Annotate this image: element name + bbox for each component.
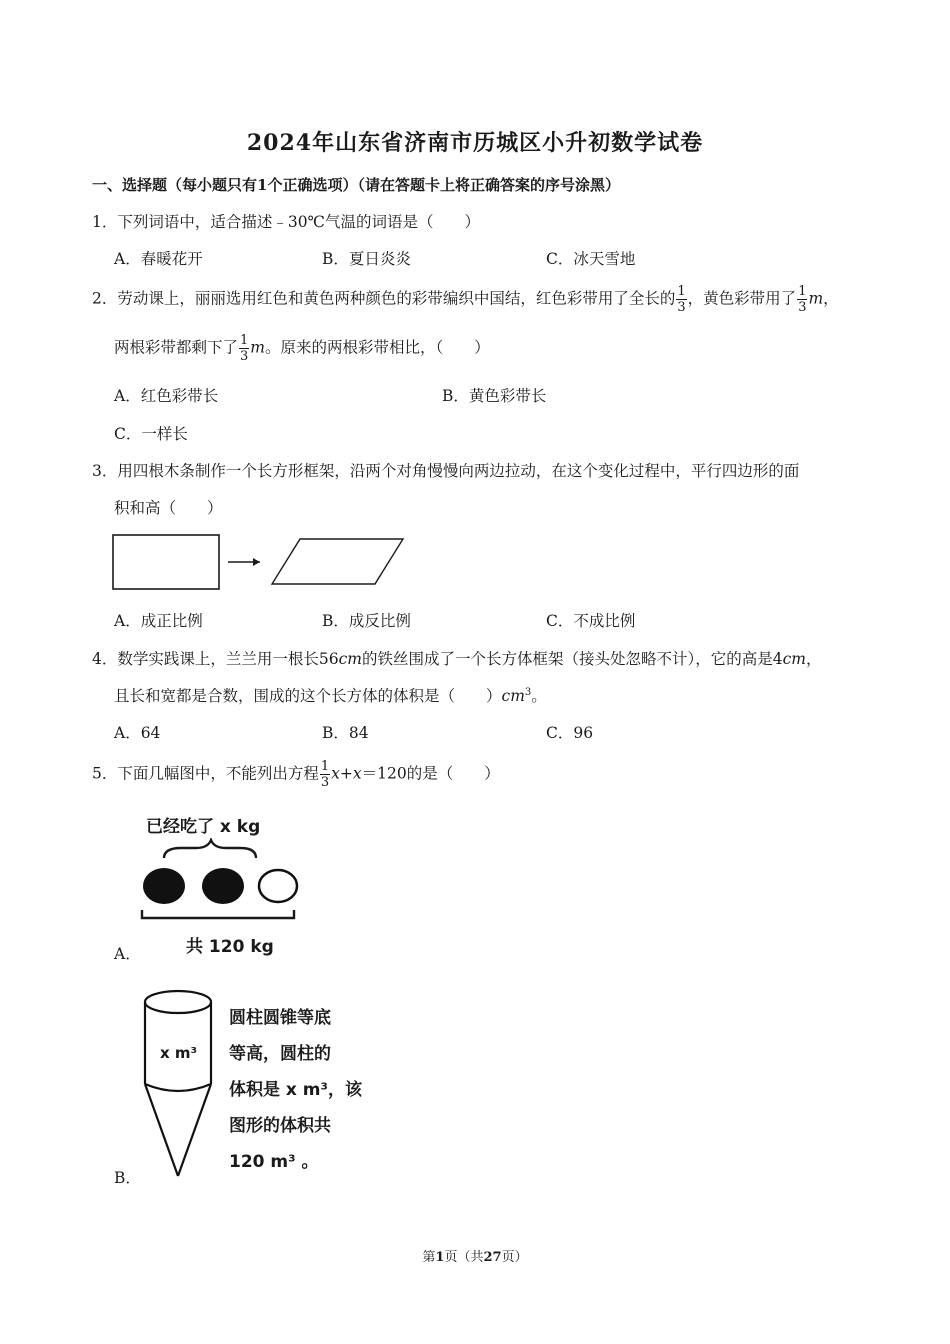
question-4-option-b: B．84 — [322, 724, 369, 742]
figure-b-line-3: 体积是 x m³，该 — [229, 1080, 362, 1100]
footer-total-pages: 27 — [483, 1250, 502, 1265]
cone-right-edge — [178, 1084, 211, 1176]
question-3-option-c: C．不成比例 — [546, 612, 636, 630]
question-4-text-a: 数学实践课上，兰兰用一根长56 — [117, 650, 339, 668]
question-4-number: 4． — [92, 650, 118, 668]
unit-cm3: cm — [501, 687, 525, 705]
question-4 — [92, 647, 822, 669]
rectangle-shape — [113, 535, 219, 589]
bottom-bracket — [142, 910, 294, 918]
question-1-number: 1． — [92, 213, 118, 231]
figure-b-line-4: 图形的体积共 — [229, 1116, 331, 1136]
question-2-text-d: ， — [823, 289, 839, 308]
figure-b-description — [229, 1000, 362, 1180]
footer-suffix: 页） — [501, 1250, 528, 1265]
arrow-head — [253, 558, 260, 566]
question-5 — [92, 760, 500, 789]
figure-b-cylinder-cone — [138, 986, 228, 1181]
eaten-ball-1 — [143, 868, 185, 904]
question-5-text-a: 下面几幅图中，不能列出方程 — [117, 764, 319, 783]
top-brace — [164, 840, 256, 858]
variable-x: x — [352, 764, 362, 783]
fraction-one-third: $\frac{1}{3}$ — [240, 333, 249, 364]
question-3-number: 3． — [92, 462, 118, 480]
cone-left-edge — [145, 1084, 178, 1176]
question-4-text-c: ， — [806, 650, 822, 668]
page-title: 2024年山东省济南市历城区小升初数学试卷 — [246, 130, 704, 156]
question-2-text-a: 劳动课上，丽丽选用红色和黄色两种颜色的彩带编织中国结，红色彩带用了全长的 — [117, 289, 676, 308]
page-footer — [0, 1246, 950, 1265]
question-3-line-2: 积和高（ ） — [114, 499, 223, 517]
question-3-option-a: A．成正比例 — [114, 612, 203, 630]
figure-b-cylinder-label: x m³ — [160, 1044, 198, 1062]
question-4-option-a: A．64 — [114, 724, 161, 742]
question-1 — [92, 210, 480, 232]
footer-prefix: 第 — [422, 1250, 436, 1265]
footer-page-number: 1 — [435, 1250, 445, 1265]
question-4-text-b: 的铁丝围成了一个长方体框架（接头处忽略不计），它的高是4 — [362, 650, 783, 668]
question-3-option-b: B．成反比例 — [322, 612, 411, 630]
unit-m: m — [250, 338, 265, 357]
question-2-number: 2． — [92, 289, 118, 308]
fraction-one-third: $\frac{1}{3}$ — [320, 759, 330, 790]
question-2-line-2 — [114, 334, 490, 363]
question-4-line-2 — [114, 684, 547, 706]
question-4-line2-a: 且长和宽都是合数，围成的这个长方体的体积是（ ） — [114, 687, 502, 705]
question-4-line2-end: 。 — [531, 687, 547, 705]
question-2-option-b: B．黄色彩带长 — [442, 387, 547, 405]
parallelogram-shape — [272, 539, 403, 584]
question-1-text: 下列词语中，适合描述﹣30℃气温的词语是（ ） — [117, 213, 480, 231]
question-5-number: 5． — [92, 764, 118, 783]
figure-b-line-1: 圆柱圆锥等底 — [229, 1008, 331, 1028]
unit-cm: cm — [782, 650, 807, 668]
figure-a-balls — [136, 838, 306, 938]
question-4-option-c: C．96 — [546, 724, 594, 742]
rectangle-to-parallelogram-figure — [110, 532, 410, 594]
question-2-text-b: ，黄色彩带用了 — [687, 289, 797, 308]
question-3-text: 用四根木条制作一个长方形框架，沿两个对角慢慢向两边拉动，在这个变化过程中，平行四边形的面 — [117, 462, 800, 480]
cylinder-bottom — [145, 1084, 211, 1091]
figure-b-line-2: 等高，圆柱的 — [229, 1044, 331, 1064]
cylinder-top — [145, 991, 211, 1013]
question-5-option-a: A． — [114, 945, 141, 963]
eaten-ball-2 — [202, 868, 244, 904]
question-1-option-a: A．春暖花开 — [114, 250, 203, 268]
question-5-text-rest: ＝120的是（ ） — [361, 764, 500, 783]
plus-sign: + — [339, 764, 353, 783]
figure-a-top-label: 已经吃了 x kg — [146, 817, 261, 837]
question-1-option-b: B．夏日炎炎 — [322, 250, 411, 268]
fraction-one-third: $\frac{1}{3}$ — [798, 284, 807, 315]
unit-m: m — [808, 289, 824, 308]
section-heading: 一、选择题（每小题只有1个正确选项）（请在答题卡上将正确答案的序号涂黑） — [92, 176, 620, 194]
unit-cm: cm — [338, 650, 362, 668]
fraction-one-third: $\frac{1}{3}$ — [677, 284, 686, 315]
variable-x: x — [331, 764, 340, 783]
question-3 — [92, 459, 799, 481]
figure-b-line-5: 120 m³ 。 — [229, 1152, 319, 1172]
remaining-ball — [259, 870, 297, 902]
superscript-3: 3 — [524, 686, 532, 698]
question-1-option-c: C．冰天雪地 — [546, 250, 636, 268]
question-2-line2-c: 。原来的两根彩带相比，（ ） — [265, 338, 490, 357]
question-5-option-b: B． — [114, 1169, 141, 1187]
figure-a-bottom-label: 共 120 kg — [186, 937, 274, 957]
question-2-option-c: C．一样长 — [114, 425, 188, 443]
footer-mid: 页（共 — [444, 1250, 484, 1265]
question-2 — [92, 285, 839, 314]
question-2-option-a: A．红色彩带长 — [114, 387, 219, 405]
question-2-line2-a: 两根彩带都剩下了 — [114, 338, 239, 357]
